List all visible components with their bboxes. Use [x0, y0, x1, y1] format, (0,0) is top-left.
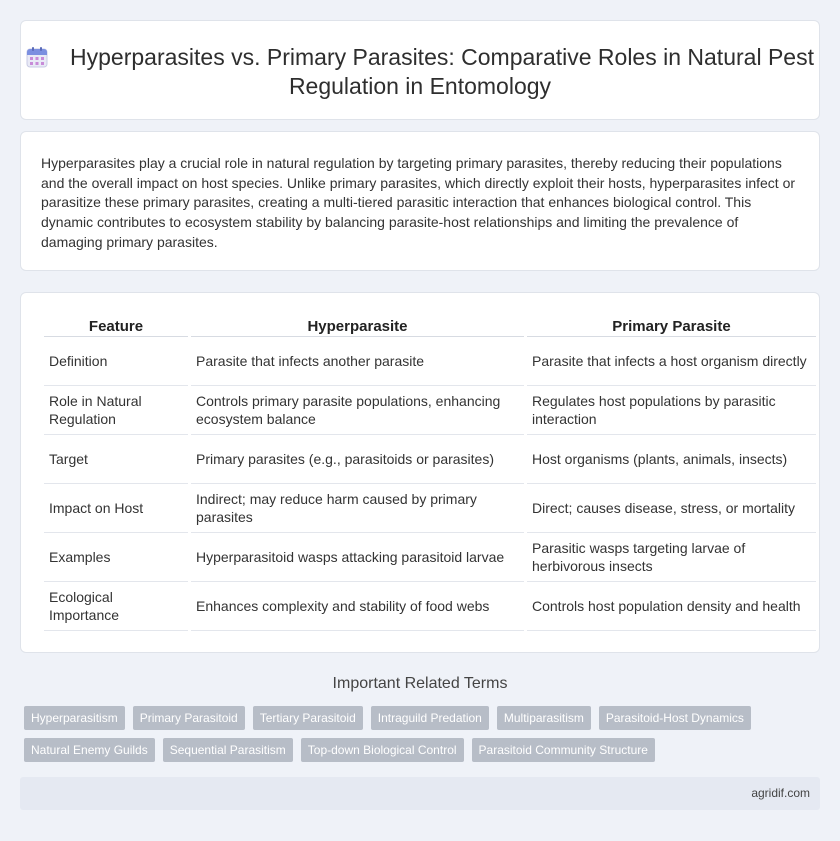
calendar-icon [26, 46, 48, 68]
term-tag[interactable]: Sequential Parasitism [163, 738, 293, 762]
row-primary-parasite: Host organisms (plants, animals, insects) [527, 435, 816, 484]
header-hyperparasite: Hyperparasite [191, 315, 524, 337]
term-tag[interactable]: Intraguild Predation [371, 706, 489, 730]
related-terms-list [24, 706, 824, 770]
term-tag[interactable]: Parasitoid-Host Dynamics [599, 706, 751, 730]
table-header-row [44, 315, 816, 337]
table-row [44, 582, 816, 631]
row-primary-parasite: Direct; causes disease, stress, or mortality [527, 484, 816, 533]
row-primary-parasite: Parasite that infects a host organism directly [527, 337, 816, 386]
term-tag[interactable]: Natural Enemy Guilds [24, 738, 155, 762]
row-primary-parasite: Regulates host populations by parasitic interaction [527, 386, 816, 435]
row-hyperparasite: Indirect; may reduce harm caused by primary parasites [191, 484, 524, 533]
table-row [44, 386, 816, 435]
row-hyperparasite: Parasite that infects another parasite [191, 337, 524, 386]
table-row [44, 337, 816, 386]
table-row [44, 533, 816, 582]
title-card [20, 20, 820, 120]
related-terms-heading: Important Related Terms [332, 675, 508, 692]
term-tag[interactable]: Primary Parasitoid [133, 706, 245, 730]
row-hyperparasite: Enhances complexity and stability of food webs [191, 582, 524, 631]
comparison-table-card [20, 292, 820, 653]
row-hyperparasite: Primary parasites (e.g., parasitoids or parasites) [191, 435, 524, 484]
header-primary-parasite: Primary Parasite [527, 315, 816, 337]
term-tag[interactable]: Tertiary Parasitoid [253, 706, 363, 730]
row-hyperparasite: Hyperparasitoid wasps attacking parasitoid larvae [191, 533, 524, 582]
term-tag[interactable]: Multiparasitism [497, 706, 591, 730]
table-row [44, 484, 816, 533]
page-title [21, 43, 819, 101]
intro-card [20, 131, 820, 271]
row-feature: Role in Natural Regulation [44, 386, 188, 435]
page-title-text: Hyperparasites vs. Primary Parasites: Comparative Roles in Natural Pest Regulation in Entomology [70, 44, 814, 99]
header-feature: Feature [44, 315, 188, 337]
row-feature: Impact on Host [44, 484, 188, 533]
intro-paragraph: Hyperparasites play a crucial role in natural regulation by targeting primary parasites, thereby reducing their populations and the overall impact on host species. Unlike primary parasites, which directly exploit their hosts, hyperparasites infect or parasitize these primary parasites, creating a multi-tiered parasitic interaction that enhances biological control. This dynamic contributes to ecosystem stability by balancing parasite-host relationships and limiting the prevalence of damaging primary parasites. [41, 155, 796, 250]
row-hyperparasite: Controls primary parasite populations, enhancing ecosystem balance [191, 386, 524, 435]
row-feature: Examples [44, 533, 188, 582]
row-feature: Definition [44, 337, 188, 386]
footer [20, 777, 820, 810]
footer-site-link[interactable]: agridif.com [751, 786, 810, 800]
row-primary-parasite: Controls host population density and health [527, 582, 816, 631]
row-feature: Target [44, 435, 188, 484]
row-primary-parasite: Parasitic wasps targeting larvae of herbivorous insects [527, 533, 816, 582]
term-tag[interactable]: Parasitoid Community Structure [472, 738, 655, 762]
row-feature: Ecological Importance [44, 582, 188, 631]
term-tag[interactable]: Top-down Biological Control [301, 738, 464, 762]
table-row [44, 435, 816, 484]
title-wrap [21, 43, 819, 101]
comparison-table [41, 315, 819, 631]
term-tag[interactable]: Hyperparasitism [24, 706, 125, 730]
